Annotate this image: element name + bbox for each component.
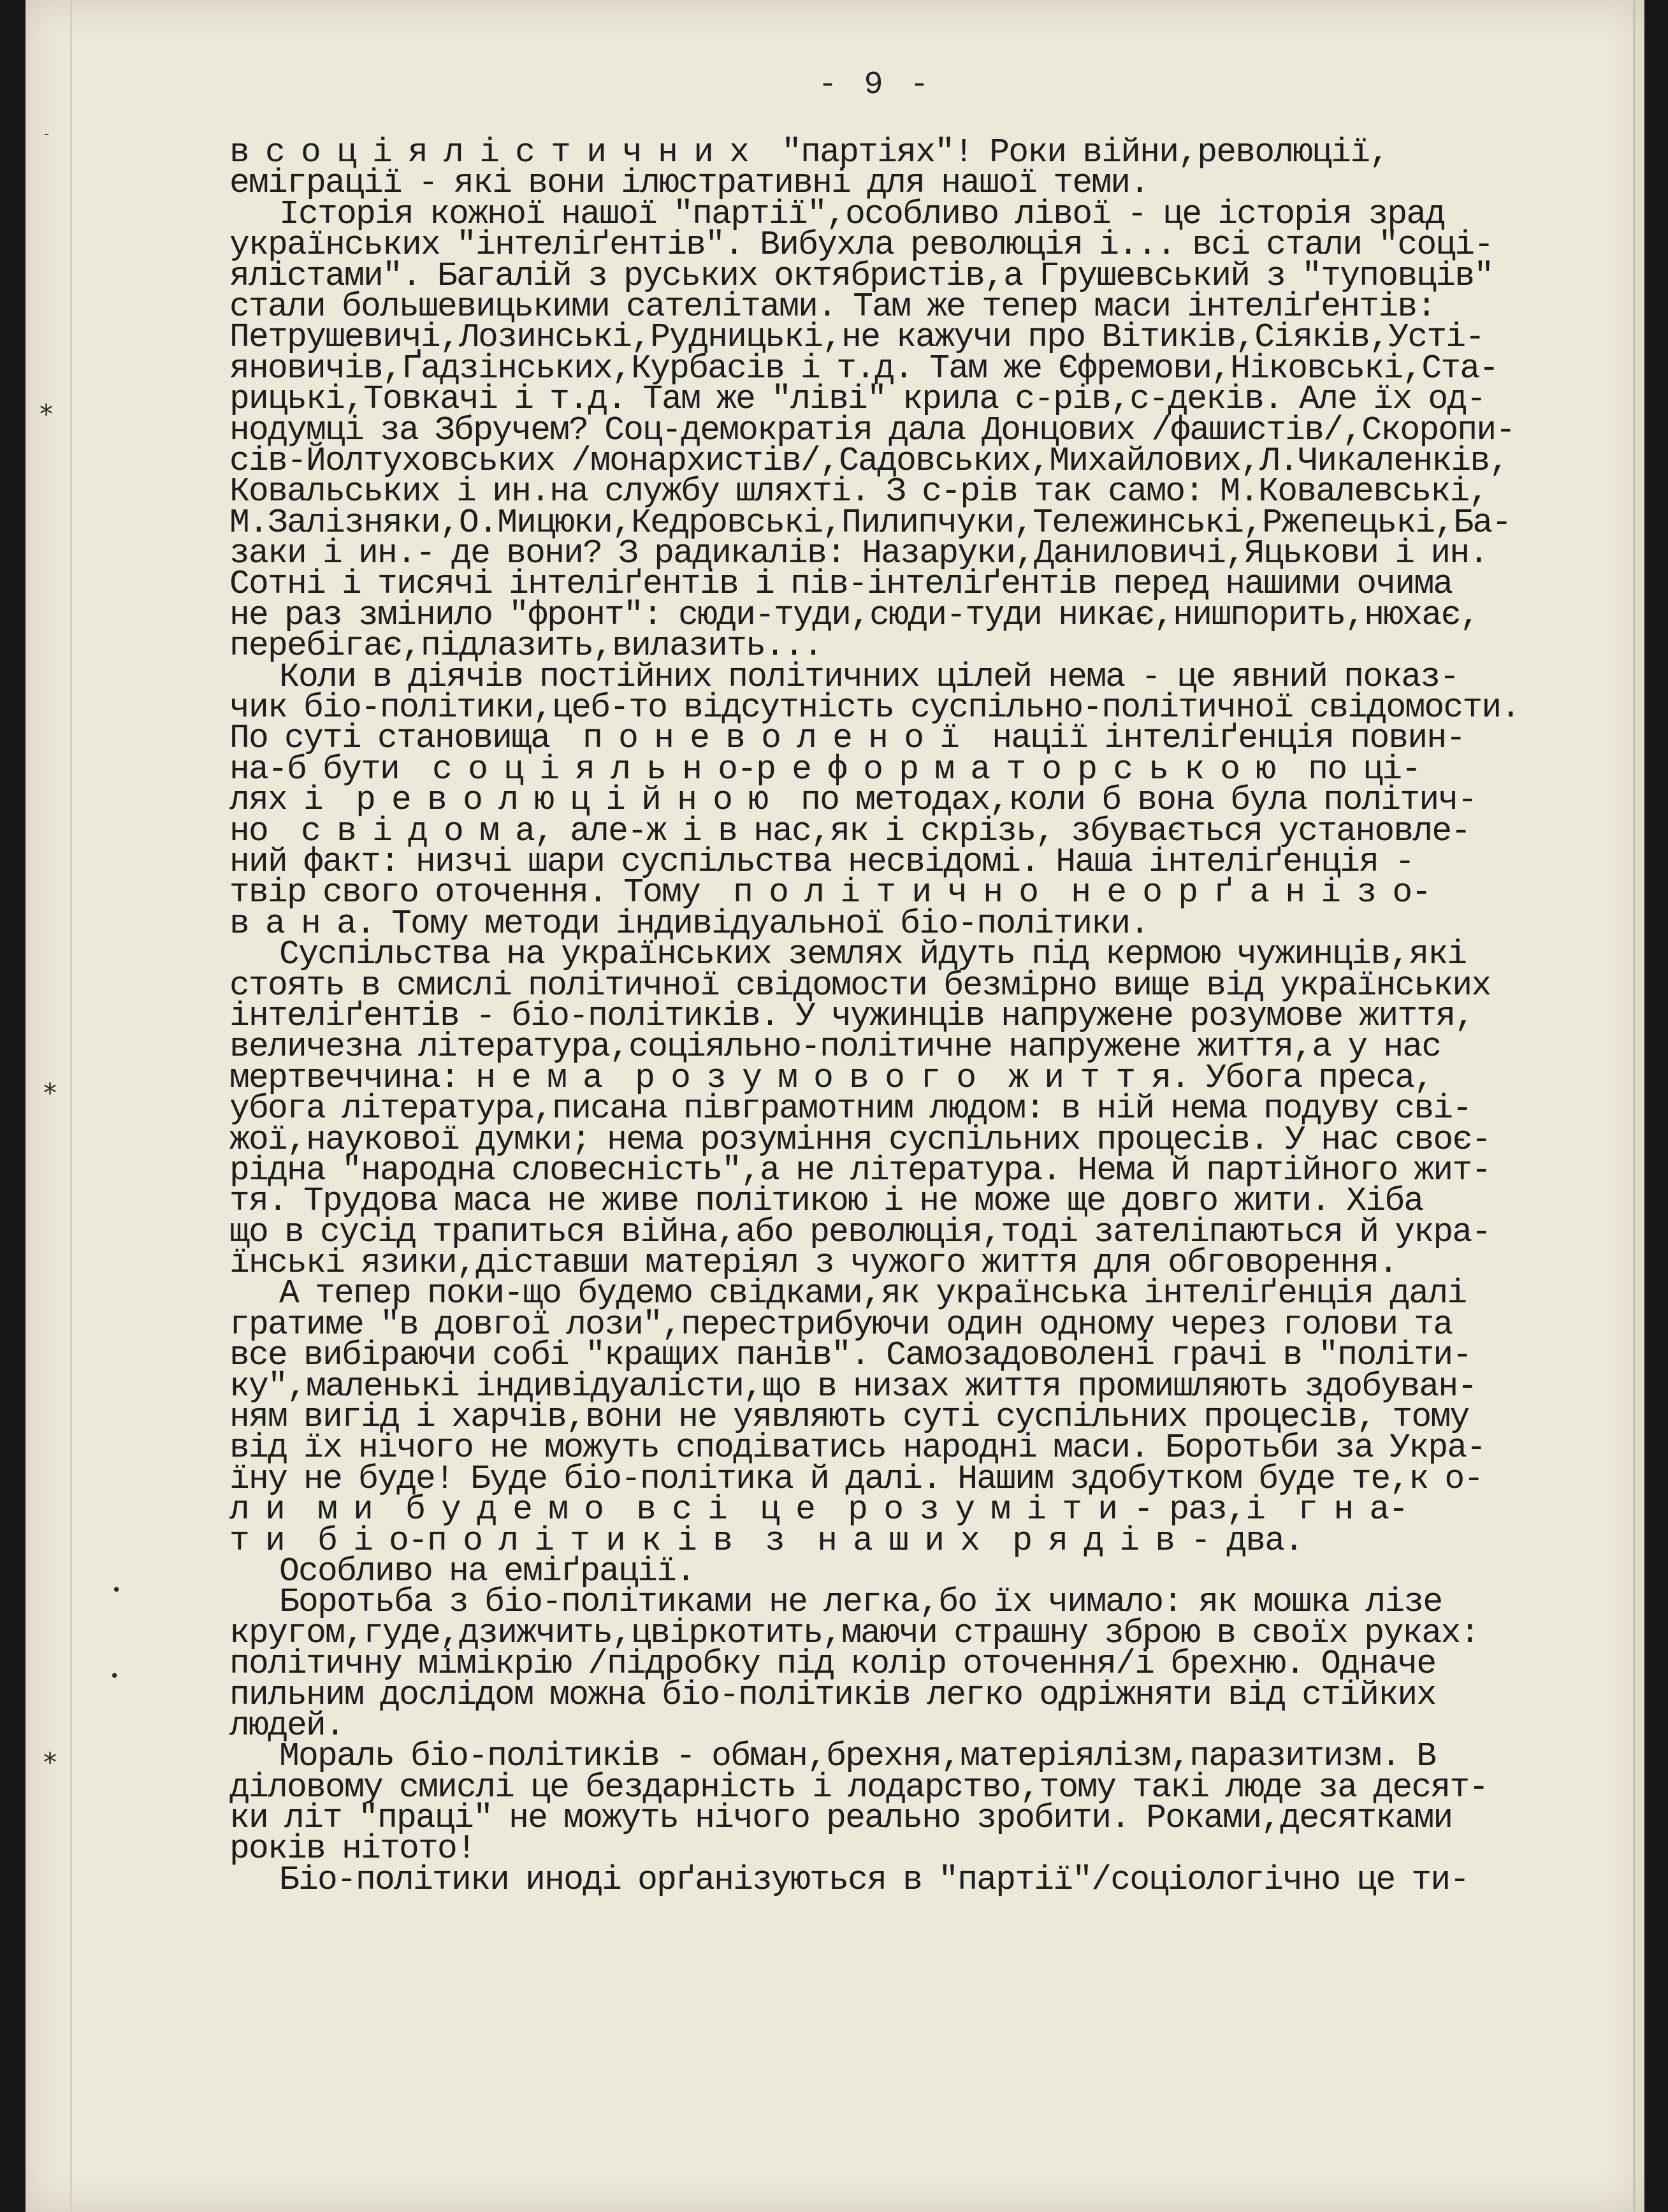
text-line: рицькі,Товкачі і т.д. Там же "ліві" крила с-рів,с-деків. Але їх од- <box>229 380 1486 419</box>
text-line: заки і ин.- де вони? З радикалів: Назаруки,Даниловичі,Яцькови і ин. <box>229 534 1488 573</box>
text-line: політичну мімікрію /підробку під колір оточення/і брехню. Одначе <box>229 1645 1436 1684</box>
text-line: твір свого оточення. Тому п о л і т и ч н о н е о р ґ а н і з о- <box>229 873 1431 912</box>
text-line: лях і р е в о л ю ц і й н о ю по методах,коли б вона була політич- <box>229 781 1477 820</box>
text-line: інтеліґентів - біо-політиків. У чужинців напружене розумове життя, <box>229 996 1474 1035</box>
text-line: стали большевицькими сателітами. Там же тепер маси інтеліґентів: <box>229 287 1436 326</box>
text-line: їну не буде! Буде біо-політика й далі. Нашим здобутком буде те,к о- <box>229 1459 1483 1498</box>
text-line: українських "інтеліґентів". Вибухла революція і... всі стали "соці- <box>229 226 1493 265</box>
page-edge <box>1633 0 1635 2212</box>
text-line: Коли в діячів постійних політичних цілей нема - це явний показ- <box>229 657 1459 696</box>
margin-mark: • <box>112 1581 122 1600</box>
margin-mark: * <box>43 1077 57 1109</box>
text-line: Історія кожної нашої "партії",особливо лівої - це історія зрад <box>229 194 1445 233</box>
text-line: рідна "народна словесність",а не література. Нема й партійного жит- <box>229 1151 1491 1190</box>
text-line: М.Залізняки,О.Мицюки,Кедровські,Пилипчуки,Тележинські,Ржепецькі,Ба- <box>229 503 1511 542</box>
text-line: гратиме "в довгої лози",перестрибуючи один одному через голови та <box>229 1305 1453 1344</box>
text-line: мертвеччина: н е м а р о з у м о в о г о ж и т т я. Убога преса, <box>229 1058 1433 1097</box>
text-line: Сотні і тисячі інтеліґентів і пів-інтеліґентів перед нашими очима <box>229 565 1453 604</box>
text-line: А тепер поки-що будемо свідками,як українська інтеліґенція далі <box>229 1274 1467 1313</box>
text-line: від їх нічого не можуть сподіватись народні маси. Боротьби за Укра- <box>229 1429 1486 1467</box>
text-line: в с о ц і я л і с т и ч н и х "партіях"! Роки війни,революції, <box>229 133 1389 171</box>
binding-fold <box>70 0 72 2212</box>
text-line: ки літ "праці" не можуть нічого реально зробити. Роками,десятками <box>229 1799 1453 1838</box>
text-line: ку",маленькі індивідуалісти,що в низах життя промишляють здобуван- <box>229 1367 1477 1406</box>
text-line: нодумці за Збручем? Соц-демократія дала Донцових /фашистів/,Скоропи- <box>229 411 1515 449</box>
text-line: діловому смислі це бездарність і лодарство,тому такі люде за десят- <box>229 1768 1488 1807</box>
text-line: стоять в смислі політичної свідомости безмірно вище від українських <box>229 966 1491 1005</box>
text-line: еміграції - які вони ілюстративні для нашої теми. <box>229 164 1149 203</box>
text-line: людей. <box>229 1706 345 1745</box>
text-line: ялістами". Багалій з руських октябристів,а Грушевський з "туповців" <box>229 256 1493 295</box>
text-line: тя. Трудова маса не живе політикою і не може ще довго жити. Хіба <box>229 1182 1423 1221</box>
text-line: кругом,гуде,дзижчить,цвіркотить,маючи страшну зброю в своїх руках: <box>229 1613 1479 1652</box>
text-line: Біо-політики иноді орґанізуються в "партії"/соціологічно це ти- <box>229 1860 1469 1899</box>
text-line: т и б і о-п о л і т и к і в з н а ш и х р я д і в - два. <box>229 1521 1303 1560</box>
text-line: в а н а. Тому методи індивідуальної біо-політики. <box>229 904 1149 943</box>
text-line: ний факт: низчі шари суспільства несвідомі. Наша інтеліґенція - <box>229 842 1414 881</box>
text-line: Суспільства на українських землях йдуть під кермою чужинців,які <box>229 935 1467 974</box>
page-number: - 9 - <box>818 67 933 103</box>
text-line: все вибіраючи собі "кращих панів". Самозадоволені грачі в "політи- <box>229 1336 1472 1375</box>
text-line: яновичів,Ґадзінських,Курбасів і т.д. Там же Єфремови,Ніковські,Ста- <box>229 349 1498 388</box>
text-line: но с в і д о м а, але-ж і в нас,як і скрізь, збувається установле- <box>229 811 1470 850</box>
margin-mark: * <box>40 398 53 430</box>
margin-tick <box>45 134 48 135</box>
text-line: їнські язики,діставши матеріял з чужого життя для обговорення. <box>229 1244 1398 1283</box>
body-text <box>229 133 1536 1899</box>
text-line: Мораль біо-політиків - обман,брехня,матеріялізм,паразитизм. В <box>229 1737 1436 1776</box>
text-line: Ковальських і ин.на службу шляхті. З с-рів так само: М.Ковалевські, <box>229 472 1488 511</box>
margin-mark: * <box>43 1747 57 1778</box>
text-line: перебігає,підлазить,вилазить... <box>229 627 823 666</box>
text-line: років нітото! <box>229 1830 476 1868</box>
text-line: Боротьба з біо-політиками не легка,бо їх чимало: як мошка лізе <box>229 1583 1442 1622</box>
text-line: ням вигід і харчів,вони не уявляють суті суспільних процесів, тому <box>229 1398 1469 1437</box>
text-line: Особливо на еміґрації. <box>229 1552 695 1590</box>
text-line: не раз змінило "фронт": сюди-туди,сюди-туди никає,нишпорить,нюхає, <box>229 595 1479 634</box>
margin-mark: • <box>110 1667 120 1686</box>
text-line: По суті становища п о н е в о л е н о ї нації інтеліґенція повин- <box>229 719 1465 758</box>
text-line: що в сусід трапиться війна,або революція,тоді зателіпаються й укра- <box>229 1212 1491 1251</box>
text-line: на-б бути с о ц і я л ь н о-р е ф о р м а т о р с ь к о ю по ці- <box>229 750 1421 789</box>
text-line: пильним дослідом можна біо-політиків легко одріжняти від стійких <box>229 1675 1436 1714</box>
text-line: чик біо-політики,цеб-то відсутність суспільно-політичної свідомости. <box>229 688 1520 727</box>
text-line: Петрушевичі,Лозинські,Рудницькі,не кажучи про Вітиків,Сіяків,Усті- <box>229 318 1484 357</box>
text-line: убога література,писана півграмотним людом: в ній нема подуву сві- <box>229 1089 1472 1128</box>
text-line: л и м и б у д е м о в с і ц е р о з у м і т и - раз,і г н а- <box>229 1490 1408 1529</box>
text-line: сів-Йолтуховських /монархистів/,Садовських,Михайлових,Л.Чикаленків, <box>229 441 1509 480</box>
text-line: величезна література,соціяльно-політичне напружене життя,а у нас <box>229 1028 1441 1066</box>
text-line: жої,наукової думки; нема розуміння суспільних процесів. У нас своє- <box>229 1120 1491 1159</box>
